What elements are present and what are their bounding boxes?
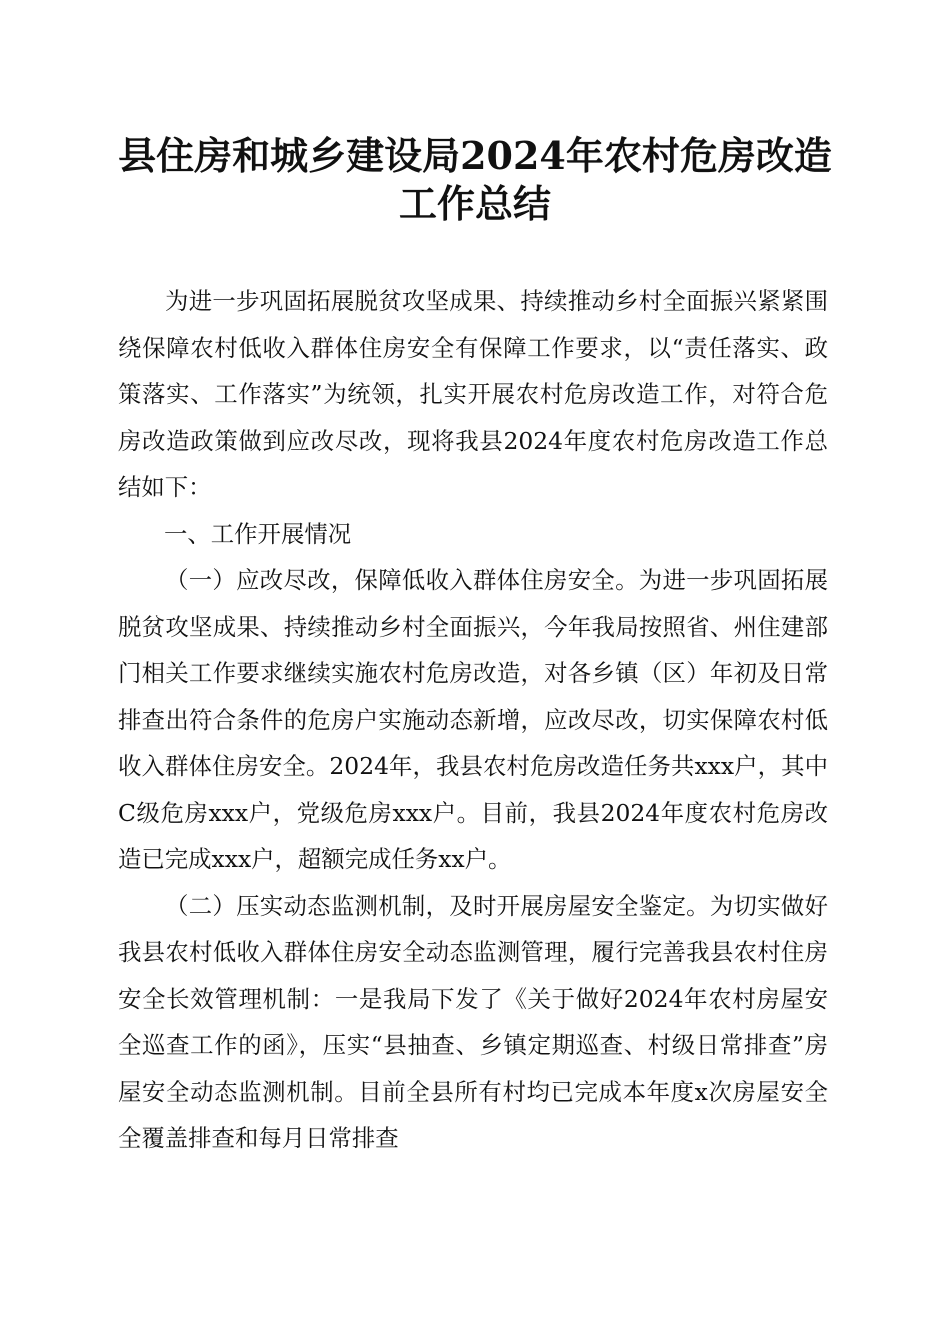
subsection-2-body: 为切实做好我县农村低收入群体住房安全动态监测管理，履行完善我县农村住房安全长效管理机制：一是我局下发了《关于做好2024年农村房屋安全巡查工作的函》，压实“县抽查、乡镇定期巡查、村级日常排查”房屋安全动态监测机制。目前全县所有村均已完成本年度x次房屋安全全覆盖排查和每月日常排查	[118, 891, 829, 1152]
section-heading-work-progress: 一、工作开展情况	[164, 519, 352, 548]
subsection-1-body: 为进一步巩固拓展脱贫攻坚成果、持续推动乡村全面振兴，今年我局按照省、州住建部门相关工作要求继续实施农村危房改造，对各乡镇（区）年初及日常排查出符合条件的危房户实施动态新增，应改尽改，切实保障农村低收入群体住房安全。2024年，我县农村危房改造任务共xxx户，其中C级危房xxx户，党级危房xxx户。目前，我县2024年度农村危房改造已完成xxx户，超额完成任务xx户。	[118, 566, 829, 873]
document-title: 县住房和城乡建设局2024年农村危房改造工作总结	[118, 133, 832, 226]
subsection-1-paragraph	[118, 557, 828, 883]
document-body	[118, 278, 828, 1162]
subsection-2-paragraph	[118, 883, 828, 1162]
intro-paragraph: 为进一步巩固拓展脱贫攻坚成果、持续推动乡村全面振兴紧紧围绕保障农村低收入群体住房安全有保障工作要求，以“责任落实、政策落实、工作落实”为统领，扎实开展农村危房改造工作，对符合危房改造政策做到应改尽改，现将我县2024年度农村危房改造工作总结如下：	[118, 287, 828, 501]
subsection-1-heading: （一）应改尽改，保障低收入群体住房安全。	[165, 566, 639, 594]
subsection-2-heading: （二）压实动态监测机制，及时开展房屋安全鉴定。	[165, 891, 710, 920]
